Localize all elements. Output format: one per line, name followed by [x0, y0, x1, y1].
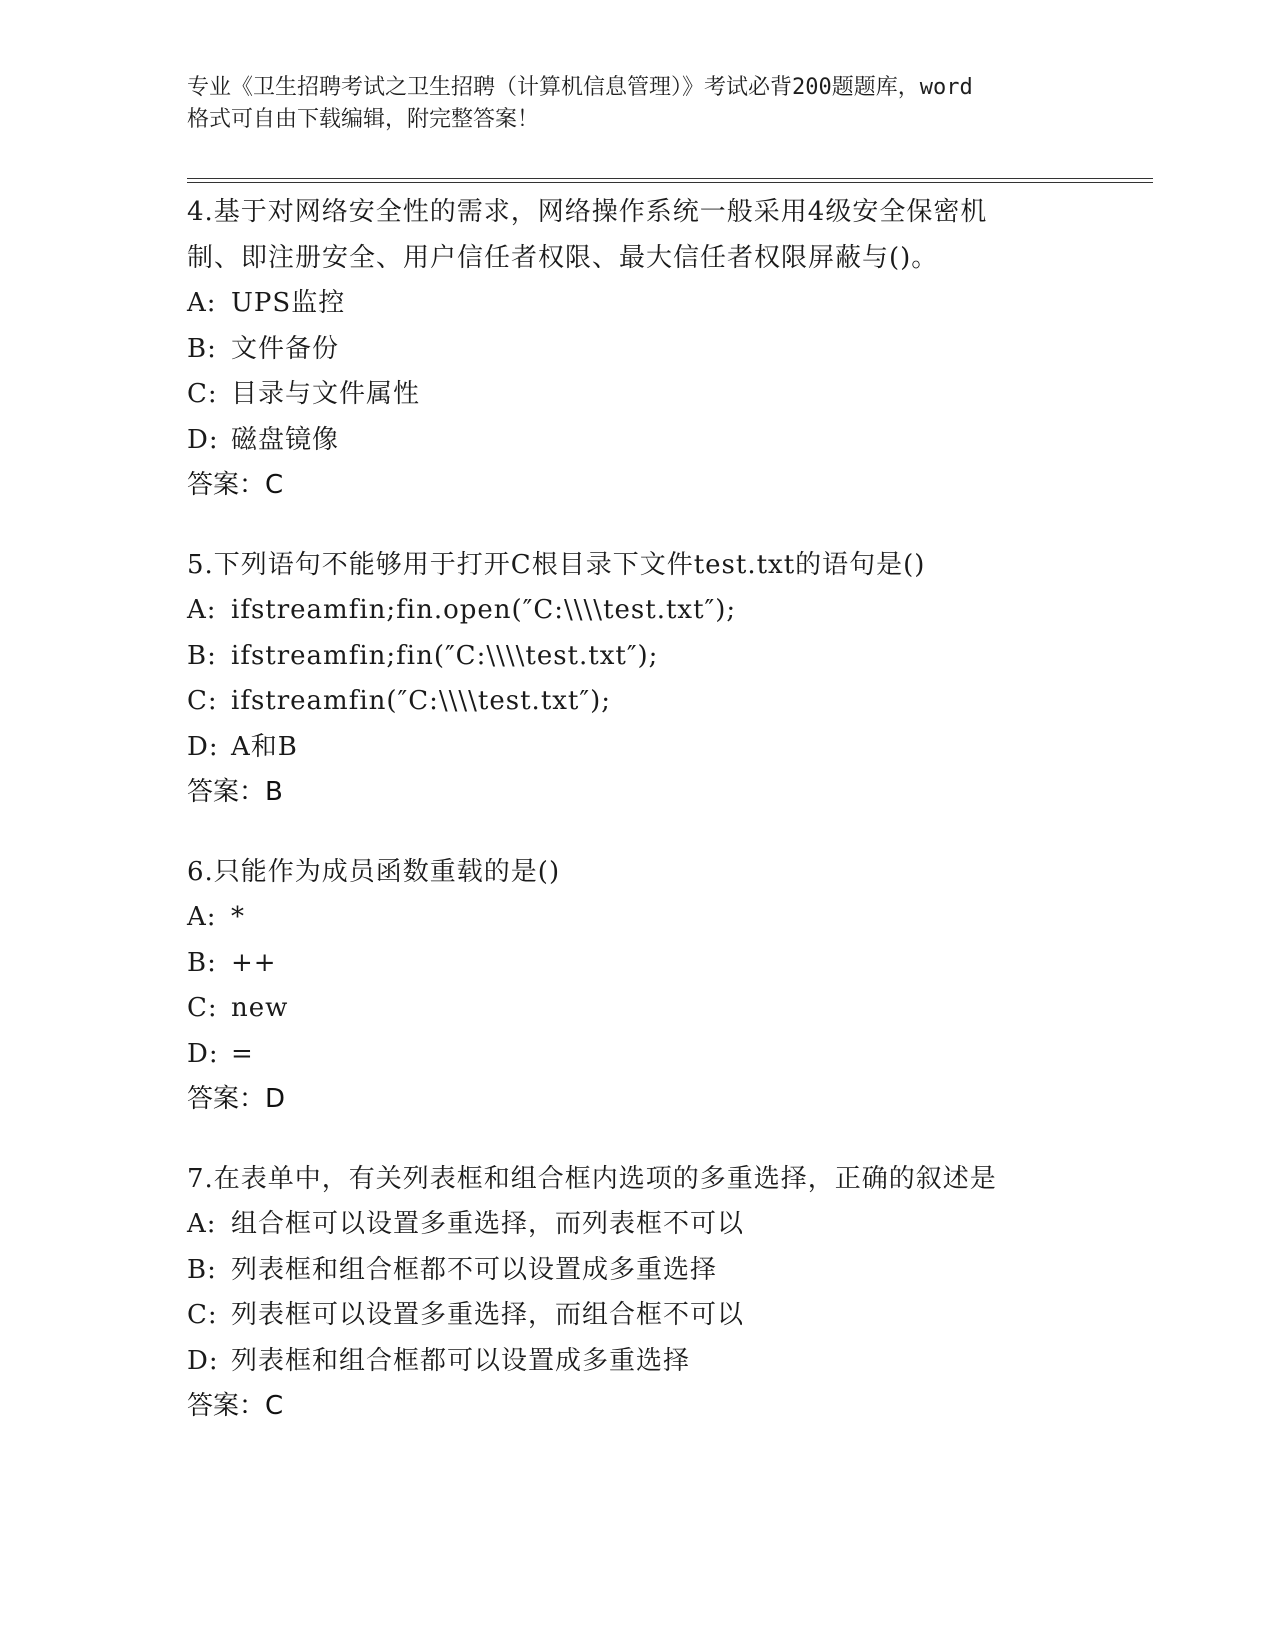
option-key: D: [187, 1038, 219, 1069]
option-key: A: [187, 595, 217, 625]
answer-option [187, 679, 1147, 725]
option-key: D: [187, 424, 219, 455]
option-text: 组合框可以设置多重选择，而列表框不可以 [231, 1209, 745, 1239]
question-list [187, 190, 1147, 1464]
option-text: 文件备份 [231, 333, 340, 364]
question-stem: 制、即注册安全、用户信任者权限、最大信任者权限屏蔽与()。 [187, 242, 939, 273]
option-text: 列表框和组合框都可以设置成多重选择 [231, 1345, 691, 1376]
question-stem: 4.基于对网络安全性的需求，网络操作系统一般采用4级安全保密机 [187, 197, 988, 227]
answer-option [187, 1248, 1147, 1294]
option-text: UPS监控 [231, 288, 346, 318]
option-text: ++ [231, 947, 277, 978]
option-key: B: [187, 640, 217, 671]
answer-option [187, 725, 1147, 771]
option-text: ifstreamfin;fin(″C:\\\\test.txt″); [231, 640, 659, 671]
header-line-1: 专业《卫生招聘考试之卫生招聘（计算机信息管理）》考试必背200题题库，word [187, 75, 973, 100]
answer-option [187, 1339, 1147, 1385]
answer-option [187, 281, 1147, 327]
option-key: B: [187, 333, 217, 364]
option-key: B: [187, 947, 217, 978]
option-key: B: [187, 1254, 217, 1285]
option-key: D: [187, 731, 219, 762]
question-stem: 7.在表单中，有关列表框和组合框内选项的多重选择，正确的叙述是 [187, 1163, 997, 1194]
answer-option [187, 372, 1147, 418]
option-text: ifstreamfin(″C:\\\\test.txt″); [231, 686, 611, 716]
answer-option [187, 327, 1147, 373]
question-block [187, 543, 1147, 816]
answer-option [187, 941, 1147, 987]
option-key: C: [187, 993, 218, 1023]
answer-option [187, 1293, 1147, 1339]
option-key: A: [187, 902, 217, 932]
option-text: 磁盘镜像 [231, 424, 340, 455]
header-divider [187, 178, 1153, 183]
option-text: 列表框和组合框都不可以设置成多重选择 [231, 1254, 718, 1285]
question-stem: 6.只能作为成员函数重载的是() [187, 856, 561, 887]
answer-option [187, 1202, 1147, 1248]
option-text: A和B [231, 731, 298, 762]
answer-option [187, 634, 1147, 680]
option-text: = [231, 1038, 254, 1069]
option-text: 目录与文件属性 [231, 379, 421, 409]
option-key: A: [187, 1209, 217, 1239]
answer-option [187, 895, 1147, 941]
option-key: C: [187, 379, 218, 409]
answer-key: 答案：C [187, 470, 284, 500]
option-key: D: [187, 1345, 219, 1376]
question-block [187, 190, 1147, 509]
option-key: A: [187, 288, 217, 318]
header-line-2: 格式可自由下载编辑，附完整答案！ [187, 107, 540, 132]
answer-option [187, 418, 1147, 464]
question-block [187, 850, 1147, 1123]
option-text: new [231, 993, 289, 1023]
answer-option [187, 1032, 1147, 1078]
option-key: C: [187, 686, 218, 716]
question-block [187, 1157, 1147, 1430]
option-text: 列表框可以设置多重选择，而组合框不可以 [231, 1300, 745, 1330]
answer-key: 答案：D [187, 1084, 286, 1114]
answer-key: 答案：B [187, 777, 283, 807]
option-text: ifstreamfin;fin.open(″C:\\\\test.txt″); [231, 595, 737, 625]
option-text: * [231, 902, 245, 932]
answer-option [187, 986, 1147, 1032]
answer-key: 答案：C [187, 1391, 284, 1421]
document-header [187, 72, 1087, 136]
question-stem: 5.下列语句不能够用于打开C根目录下文件test.txt的语句是() [187, 549, 926, 580]
option-key: C: [187, 1300, 218, 1330]
answer-option [187, 588, 1147, 634]
